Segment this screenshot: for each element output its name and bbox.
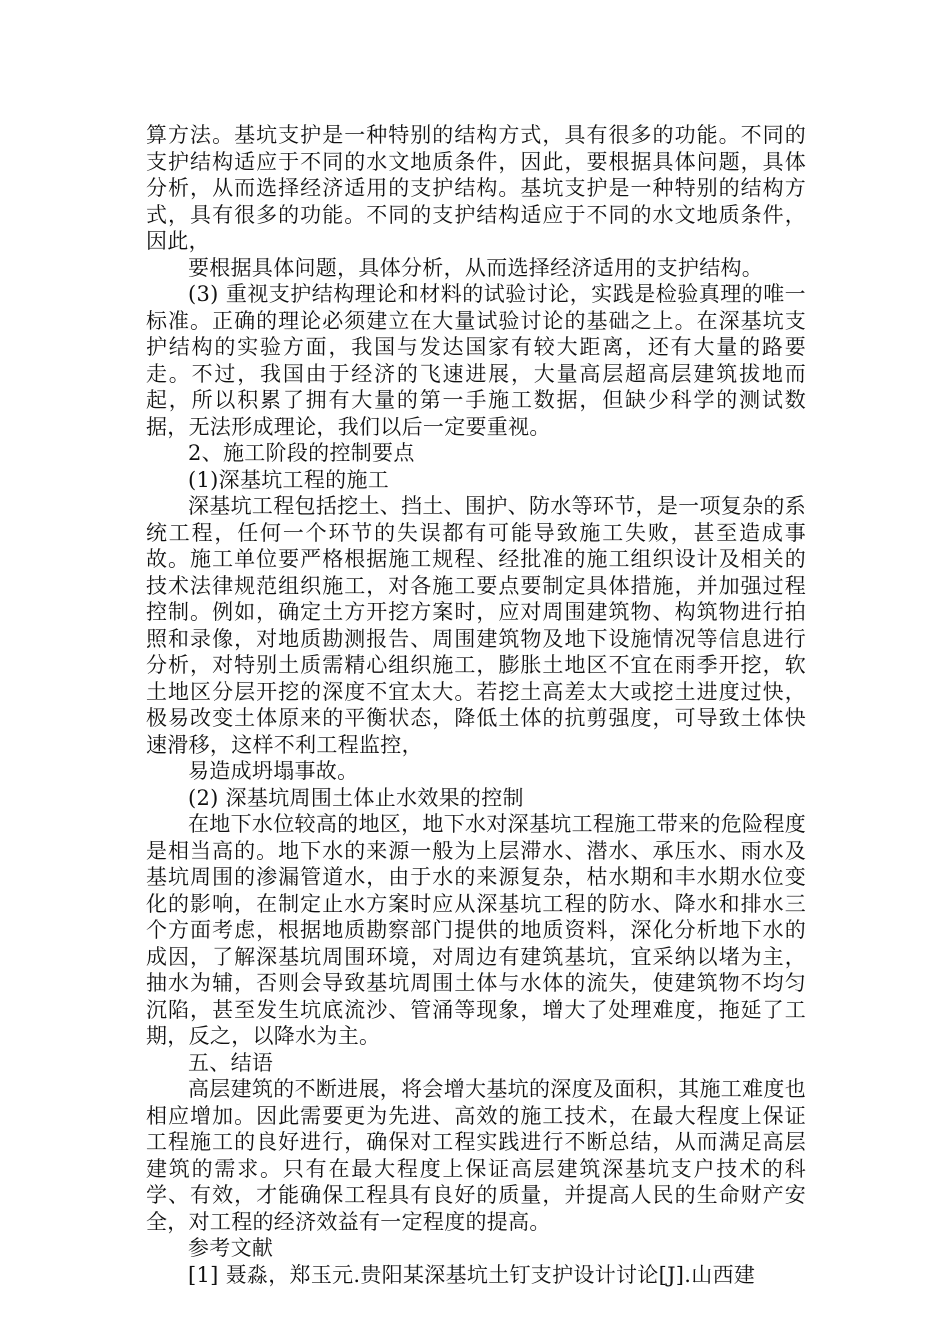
paragraph-select-structure: 要根据具体问题，具体分析，从而选择经济适用的支护结构。: [188, 255, 764, 280]
references-heading: 参考文献: [188, 1236, 274, 1260]
section-heading-conclusion: 五、结语: [188, 1050, 274, 1075]
subheading-pit-construction: (1)深基坑工程的施工: [188, 467, 390, 492]
paragraph-pit-construction: 深基坑工程包括挖土、挡土、围护、防水等环节，是一项复杂的系统工程，任何一个环节的失误都有可能导致施工失败，甚至造成事故。施工单位要严格根据施工规程、经批准的施工组织设计及相关的技术法律规范组织施工，对各施工要点要制定具体措施，并加强过程控制。例如，确定土方开挖方案时，应对周围建筑物、构筑物进行拍照和录像，对地质勘测报告、周围建筑物及地下设施情况等信息进行分析，对特别土质需精心组织施工，膨胀土地区不宜在雨季开挖，软土地区分层开挖的深度不宜太大。若挖土高差太大或挖土进度过快，极易改变土体原来的平衡状态，降低土体的抗剪强度，可导致土体快速滑移，这样不利工程监控，: [146, 494, 806, 757]
paragraph-groundwater: 在地下水位较高的地区，地下水对深基坑工程施工带来的危险程度是相当高的。地下水的来源一般为上层滞水、潜水、承压水、雨水及基坑周围的渗漏管道水，由于水的来源复杂，枯水期和丰水期水位变化的影响，在制定止水方案时应从深基坑工程的防水、降水和排水三个方面考虑，根据地质勘察部门提供的地质资料，深化分析地下水的成因，了解深基坑周围环境，对周边有建筑基坑，宜采纳以堵为主，抽水为辅，否则会导致基坑周围土体与水体的流失，使建筑物不均匀沉陷，甚至发生坑底流沙、管涌等现象，增大了处理难度，拖延了工期，反之，以降水为主。: [146, 812, 806, 1048]
section-heading-construction-control: 2、施工阶段的控制要点: [188, 441, 415, 465]
paragraph-conclusion: 高层建筑的不断进展，将会增大基坑的深度及面积，其施工难度也相应增加。因此需要更为先进、高效的施工技术，在最大程度上保证工程施工的良好进行，确保对工程实践进行不断总结，从而满足高层建筑的需求。只有在最大程度上保证高层建筑深基坑支户技术的科学、有效，才能确保工程具有良好的质量，并提高人民的生命财产安全，对工程的经济效益有一定程度的提高。: [146, 1077, 806, 1234]
paragraph-theory-testing: (3) 重视支护结构理论和材料的试验讨论，实践是检验真理的唯一标准。正确的理论必须建立在大量试验讨论的基础之上。在深基坑支护结构的实验方面，我国与发达国家有较大距离，还有大量的路要走。不过，我国由于经济的飞速进展，大量高层超高层建筑拔地而起，所以积累了拥有大量的第一手施工数据，但缺少科学的测试数据，无法形成理论，我们以后一定要重视。: [146, 282, 806, 439]
subheading-water-control: (2) 深基坑周围土体止水效果的控制: [188, 785, 524, 810]
paragraph-collapse-accident: 易造成坍塌事故。: [188, 759, 359, 783]
document-body: [146, 122, 806, 1288]
paragraph-support-methods: 算方法。基坑支护是一种特别的结构方式，具有很多的功能。不同的支护结构适应于不同的水文地质条件，因此，要根据具体问题，具体分析，从而选择经济适用的支护结构。基坑支护是一种特别的结构方式，具有很多的功能。不同的支护结构适应于不同的水文地质条件，因此，: [146, 123, 806, 253]
reference-item: [1] 聂淼，郑玉元.贵阳某深基坑土钉支护设计讨论[J].山西建: [188, 1262, 756, 1287]
